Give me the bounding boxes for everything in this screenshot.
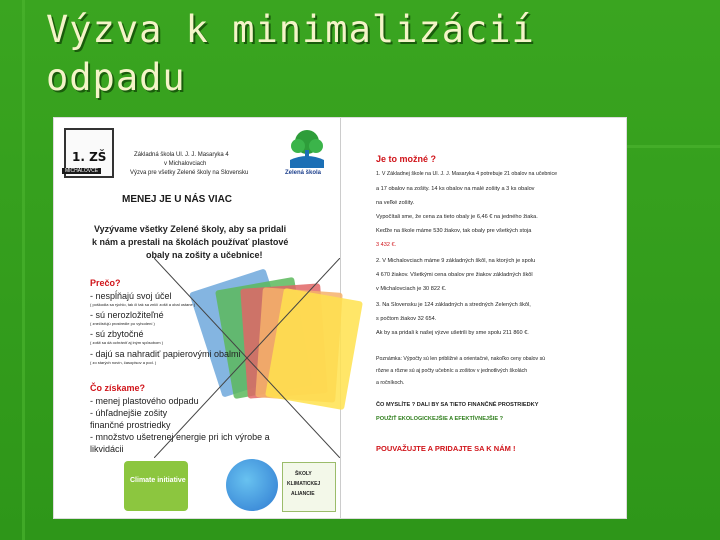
globe-icon <box>226 459 278 511</box>
reason-2-note: ( znečisťujú prostredie po vyhodení ) <box>90 321 155 326</box>
p3-line-3: Ak by sa pridali k našej výzve ušetrili by sme spolu 211 860 €. <box>376 330 529 336</box>
call-to-action: POUVAŽUJTE A PRIDAJTE SA K NÁM ! <box>376 444 516 453</box>
p3-line-1: 3. Na Slovensku je 124 základných a stredných Zelených škôl, <box>376 302 531 308</box>
reason-1: - nespĺňajú svoj účel <box>90 291 172 301</box>
school-logo-strip: MICHALOVCE <box>62 168 101 174</box>
reason-1-note: ( poškodia sa rýchlo, tak či tak sa zničí zošit a obal ostane ) <box>90 302 196 307</box>
green-school-label: Zelená škola <box>285 170 322 176</box>
p2-line-1: 2. V Michalovciach máme 9 základných škôl, na ktorých je spolu <box>376 258 536 264</box>
gain-1: - menej plastového odpadu <box>90 396 199 406</box>
climate-initiative-label: Climate initiative <box>130 477 186 484</box>
p2-line-2: 4 670 žiakov. Všetkými cena obalov pre žiakov základných škôl <box>376 272 533 278</box>
gain-4: - množstvo ušetrenej energie pri ich výrobe a <box>90 432 270 442</box>
p1-line-6: 3 432 €. <box>376 242 397 248</box>
note-line-3: a ročníkoch. <box>376 380 405 386</box>
p3-line-2: s počtom žiakov 32 654. <box>376 316 437 322</box>
gain-3: finančné prostriedky <box>90 420 171 430</box>
reason-4: - dajú sa nahradiť papierovými obalmi <box>90 349 241 359</box>
call-line-2: k nám a prestali na školách používať plastové <box>92 237 289 247</box>
school-header-2: v Michalovciach <box>164 161 207 167</box>
call-line-1: Vyzývame všetky Zelené školy, aby sa pridali <box>94 224 287 234</box>
note-line-2: rôzne a rôzne sú aj počty učebníc a zošitov v jednotlivých školách <box>376 368 528 374</box>
call-line-3: obaly na zošity a učebnice! <box>146 250 263 260</box>
p1-line-4: Vypočítali sme, že cena za tieto obaly je 6,46 € na jedného žiaka. <box>376 214 538 220</box>
ka-label-1: ŠKOLY <box>295 471 312 477</box>
school-header-3: Výzva pre všetky Zelené školy na Slovensku <box>130 170 249 176</box>
reason-3-note: ( zošit sa dá ochrániť aj iným spôsobom ) <box>90 340 164 345</box>
question-line-2: POUŽIŤ EKOLOGICKEJŠIE A EFEKTÍVNEJŠIE ? <box>376 416 504 422</box>
reason-2: - sú nerozložiteľné <box>90 310 164 320</box>
poster-left-page <box>54 118 341 518</box>
climate-initiative-logo <box>124 461 188 511</box>
poster-right-page <box>342 118 626 518</box>
poster-headline: MENEJ JE U NÁS VIAC <box>122 194 233 205</box>
why-heading: Prečo? <box>90 278 121 288</box>
p1-line-5: Keďže na škole máme 530 žiakov, tak obaly pre všetkých stoja <box>376 228 532 234</box>
gain-5: likvidácii <box>90 444 124 454</box>
p1-line-3: na veľké zošity. <box>376 200 415 206</box>
note-line-1: Poznámka: Výpočty sú len približné a orientačné, nakoľko ceny obalov sú <box>376 356 546 362</box>
slide-title-line-2: odpadu <box>46 56 186 99</box>
school-header-1: Základná škola Ul. J. J. Masaryka 4 <box>134 152 229 158</box>
question-line-1: ČO MYSLÍTE ? DALI BY SA TIETO FINANČNÉ PROSTRIEDKY <box>376 402 539 408</box>
poster-image <box>53 117 627 519</box>
gain-2: - úhľadnejšie zošity <box>90 408 168 418</box>
ka-label-2: KLIMATICKEJ <box>287 481 321 487</box>
ka-label-3: ALIANCIE <box>291 491 315 497</box>
gains-heading: Čo získame? <box>90 383 146 393</box>
reason-3: - sú zbytočné <box>90 329 144 339</box>
slide-title-line-1: Výzva k minimalizácií <box>46 8 535 51</box>
reason-4-note: ( zo starých novín, časopisov a pod. ) <box>90 360 157 365</box>
p1-line-1: 1. V Základnej škole na Ul. J. J. Masaryka 4 potrebuje 21 obalov na učebnice <box>376 171 558 177</box>
right-heading: Je to možné ? <box>376 154 437 164</box>
p1-line-2: a 17 obalov na zošity. 14 ks obalov na malé zošity a 3 ks obalov <box>376 186 535 192</box>
slide-title <box>46 6 686 102</box>
decorative-stripe-vertical <box>22 0 25 540</box>
ka-logo <box>282 462 336 512</box>
p2-line-3: v Michalovciach je 30 822 €. <box>376 286 447 292</box>
green-school-tree-icon <box>284 128 330 170</box>
school-logo-label: 1. ZŠ <box>72 150 107 164</box>
